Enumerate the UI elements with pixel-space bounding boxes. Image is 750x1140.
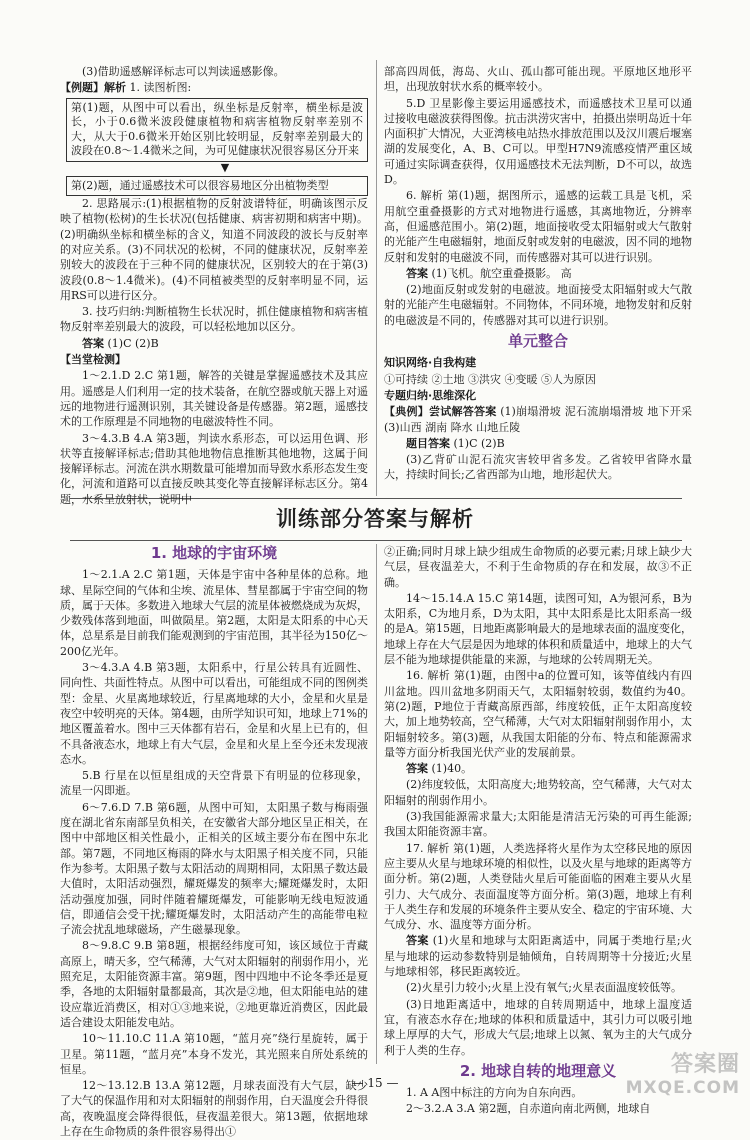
right-top-column (384, 64, 692, 484)
analysis-box-2: 第(2)题，通过遥感技术可以很容易地区分出植物类型 (66, 176, 368, 197)
answer-label: 答案 (406, 266, 428, 280)
paragraph: 5.B 行星在以恒星组成的天空背景下有明显的位移现象，流星一闪即逝。 (60, 769, 368, 798)
knowledge-heading: 知识网络·自我构建 (384, 356, 477, 370)
left-bottom-column (60, 540, 368, 1140)
answer-text: (1)火星和地球与太阳距离适中，同属于类地行星;火星与地球的运动参数特别是轴倾角，自转周期等十分接近;火星与地球相邻，移民距离较近。 (384, 934, 692, 979)
example-answer (384, 404, 692, 435)
answer-line (384, 266, 692, 281)
paragraph: 16. 解析 第(1)题，由图中a的位置可知，该等值线内有四川盆地。四川盆地多阴雨天气，太阳辐射较弱，数值约为40。第(2)题，P地位于青藏高原西部，纬度较低，正午太阳高度较大，加上地势较高，空气稀薄，大气对太阳辐射削弱作用小，太阳辐射较多。第(3)题，从我国太阳能的分布、特点和能源需求量等方面分析我国光伏产业的发展前景。 (384, 669, 692, 759)
section-title-1: 1. 地球的宇宙环境 (150, 544, 278, 562)
analysis-box-1: 第(1)题，从图中可以看出，纵坐标是反射率，横坐标是波长，小于0.6微米波段健康植物和病害植物反射率差别不大，从大于0.6微米开始区别比较明显，反射率差别最大的波段在0.8～1.4微米之间，为可见健康状况很容易区分开来 (66, 98, 368, 162)
page-number: — 15 — (351, 1076, 399, 1090)
paragraph: 1. A A图中标注的方向为自东向西。 (406, 1086, 583, 1100)
paragraph: 3～4.3.A 4.B 第3题，太阳系中，行星公转具有近圆性、同向性、共面性特点。从图中可以看出，可能组成不同的图例类型：金星、火星离地球较近，行星离地球的大小，金星和火星是夜空中较明亮的天体。第4题，由所学知识可知，地球上71%的地区覆盖着水。图中三天体都有岩石，金星和火星上已有的，但不具备液态水，地球上有大气层，金星和火星上至今还未发现液态水。 (60, 661, 368, 766)
watermark-logo (626, 1047, 740, 1098)
paragraph: 3. 技巧归纳:判断植物生长状况时，抓住健康植物和病害植物反射率差别最大的波段，可以轻松地加以区分。 (60, 305, 368, 334)
knowledge-items: ①可持续 ②土地 ③洪灾 ④变暖 ⑤人为原因 (384, 372, 596, 386)
paragraph: 8～9.8.C 9.B 第8题，根据经纬度可知，该区域位于青藏高原上，晴天多，空气稀薄，大气对太阳辐射的削弱作用小，光照充足，太阳能资源丰富。第9题，图中四地中不论冬季还是夏季，各地的太阳辐射量都最高，其次是②地，但太阳能电站的建设应靠近消费区，相对①③地来说，②地更靠近消费区，因此最适合建设太阳能发电站。 (60, 939, 368, 1029)
answer-text: (1)C (2)B (107, 336, 159, 350)
question-answer-label: 题目答案 (406, 436, 450, 450)
watermark-line-1: 答案圈 (670, 1052, 740, 1077)
paragraph: (3)借助遥感解译标志可以判读遥感影像。 (82, 65, 285, 78)
paragraph: 部高四周低，海岛、火山、孤山都可能出现。平原地区地形平坦，出现放射状水系的概率较小。 (384, 65, 692, 94)
watermark-line-2: MXQE.COM (625, 1078, 740, 1098)
paragraph: 1～2.1.A 2.C 第1题，天体是宇宙中各种星体的总称。地球、星际空间的气体和尘埃、流星体、彗星都属于宇宙空间的物质，属于天体。多数进入地球大气层的流星体被燃烧成为灰烬，少数残体落到地面，叫做陨星。第2题，太阳是太阳系的中心天体，总星系是目前我们能观测到的宇宙范围，其半径为150亿～200亿光年。 (60, 568, 368, 658)
answer-text: (1)40。 (431, 762, 473, 776)
answer-line (384, 933, 692, 979)
question-answer (384, 436, 692, 451)
answer-text: (1)飞机。航空重叠摄影。 高 (431, 266, 572, 280)
paragraph: ②正确;同时月球上缺少组成生命物质的必要元素;月球上缺少大气层，昼夜温差大，不利于生命物质的存在和发展，故③不正确。 (384, 545, 692, 589)
paragraph: 12～13.12.B 13.A 第12题，月球表面没有大气层，缺少了大气的保温作用和对太阳辐射的削弱作用，白天温度会升得很高，夜晚温度会降得很低，昼夜温差很大。第13题，依据地球上存在生命物质的条件很容易得出① (60, 1079, 368, 1138)
section-title-2: 2. 地球自转的地理意义 (459, 1061, 617, 1080)
answer-label: 答案 (406, 934, 429, 948)
answer-label: 答案 (82, 336, 104, 350)
topic-heading: 专题归纳·思维深化 (384, 388, 477, 402)
paragraph: (3)日地距离适中，地球的自转周期适中，地球上温度适宜，有液态水存在;地球的体积和质量适中，其引力可以吸引地球上厚厚的大气，形成大气层;地球上以氮、氧为主的大气成分利于人类的生存。 (384, 997, 692, 1057)
question-answer-text: (1)C (2)B (453, 436, 505, 450)
example-heading (60, 80, 368, 95)
paragraph: (3)我国能源需求量大;太阳能是清洁无污染的可再生能源;我国太阳能资源丰富。 (384, 810, 692, 839)
page-title: 训练部分答案与解析 (276, 507, 474, 531)
paragraph: 1～2.1.D 2.C 第1题，解答的关键是掌握遥感技术及其应用。遥感是人们利用一定的技术装备，在航空器或航天器上对遥远的地物进行遥测识别，其关键设备是传感器。第2题，遥感技术的工作原理是不同地物的电磁波特性不同。 (60, 369, 368, 429)
down-arrow-icon: ▼ (220, 160, 230, 174)
paragraph: 10～11.10.C 11.A 第10题，“蓝月亮”绕行星旋转，属于卫星。第11题，“蓝月亮”本身不发光，其光照来自所处系统的恒星。 (60, 1032, 368, 1076)
paragraph: (3)乙背矿山泥石流灾害较甲省多发。乙省较甲省降水量大，持续时间长;乙省西部为山地，地形起伏大。 (384, 453, 692, 482)
example-answer-text: (1)崩塌滑坡 泥石流崩塌滑坡 地下开采 (3)山西 湖南 降水 山地丘陵 (384, 405, 693, 434)
answer-line (384, 761, 692, 776)
example-answer-label: 【典例】尝试解答答案 (384, 405, 497, 419)
section-title-unit: 单元整合 (507, 332, 568, 351)
answer-line (60, 336, 368, 351)
paragraph: 5.D 卫星影像主要运用遥感技术，而遥感技术卫星可以通过接收电磁波获得图像。抗击洪涝灾害中，拍摄出崇明岛近十年内面积扩大情况，大亚湾核电站热水排放范围以及汉川震后堰塞湖的发展变化，A、B、C可以。甲型H7N9流感疫情严重区域可通过实际调查获得，仅用遥感技术无法判断，D不可以，故选D。 (384, 96, 692, 187)
example-label: 【例题】解析 (60, 81, 126, 95)
left-top-column (60, 64, 368, 508)
column-divider-bottom (376, 544, 377, 1064)
paragraph: 6. 解析 第(1)题，据图所示，遥感的运载工具是飞机，采用航空重叠摄影的方式对地物进行遥感，其离地物近，分辨率高，但遥感范围小。第(2)题，地面接收受太阳辐射或大气散射的光能产生电磁辐射，地面反射或发射的电磁波，因不同的地物反射和发射的电磁波不同，而传感器对其可以进行识别。 (384, 189, 692, 264)
answer-label: 答案 (406, 762, 428, 776)
right-bottom-column (384, 544, 692, 1118)
column-divider-top (376, 60, 377, 496)
paragraph: 6～7.6.D 7.B 第6题，从图中可知，太阳黑子数与梅雨强度在湖北省东南部呈负相关，在安徽省大部分地区呈正相关，在图中中部地区相关性最小，正相关的区域主要分布在图中东北部。第7题，不同地区梅雨的降水与太阳黑子相关度不同，只能作为参考。太阳黑子数与太阳活动的周期相同，太阳黑子数达最大值时，太阳活动强烈，耀斑爆发的频率大;耀斑爆发时，太阳活动强度加强，同时伴随着耀斑爆发，可能影响无线电短波通信，即通信会受干扰;耀斑爆发时，太阳活动产生的高能带电粒子流会扰乱地球磁场，产生磁暴现象。 (60, 800, 368, 937)
class-check-heading: 【当堂检测】 (60, 353, 126, 367)
example-text: 1. 读图析图: (126, 81, 192, 95)
paragraph: 3～4.3.B 4.A 第3题，判读水系形态，可以运用色调、形状等直接解译标志;借助其他地物信息推断其他地物，这属于间接解译标志。河流在洪水期数量可能增加而导致水系形态发生变化，河流和道路可以直接反映其变化等直接解译标志区分。第4题，水系呈放射状，说明中 (60, 431, 368, 506)
paragraph: 2. 思路展示:(1)根据植物的反射波谱特征，明确该图示反映了植物(松树)的生长状况(包括健康、病害初期和病害中期)。(2)明确纵坐标和横坐标的含义，知道不同波段的波长与反射率的对应关系。(3)不同状况的松树，不同的健康状况，反射率差别较大的波段在于三种不同的健康状况，区别较大的在于第(3)波段(0.8～1.4微米)。(4)不同植被类型的反射率明显不同，运用RS可以进行区分。 (60, 197, 368, 302)
paragraph: 2～3.2.A 3.A 第2题，自赤道向南北两侧，地球自 (406, 1102, 651, 1116)
paragraph: (2)纬度较低，太阳高度大;地势较高，空气稀薄，大气对太阳辐射的削弱作用小。 (384, 778, 692, 807)
paragraph: (2)地面反射或发射的电磁波。地面接受太阳辐射或大气散射的光能产生电磁辐射。不同物体，不同环境，地物发射和反射的电磁波是不同的，传感器对其可以进行识别。 (384, 283, 692, 327)
paragraph: 14～15.14.A 15.C 第14题，读图可知，A为银河系，B为太阳系，C为地月系，D为太阳，其中太阳系是比太阳系高一级的是A。第15题，日地距离影响最大的是地球表面的温度变化，地球上存在大气层是因为地球的体积和质量适中，地球上的大气层不能为地球提供能量的来源，与地球的公转周期无关。 (384, 591, 692, 667)
paragraph: 17. 解析 第(1)题，人类选择将火星作为太空移民地的原因应主要从火星与地球环境的相似性，以及火星与地球的距离等方面分析。第(2)题，人类登陆火星后可能面临的困难主要从火星引力、大气成分、表面温度等方面分析。第(3)题，地球上有利于人类生存和发展的环境条件主要从安全、稳定的宇宙环境、大气成分、水、温度等方面分析。 (384, 841, 692, 932)
paragraph: (2)火星引力较小;火星上没有氧气;火星表面温度较低等。 (406, 981, 682, 995)
